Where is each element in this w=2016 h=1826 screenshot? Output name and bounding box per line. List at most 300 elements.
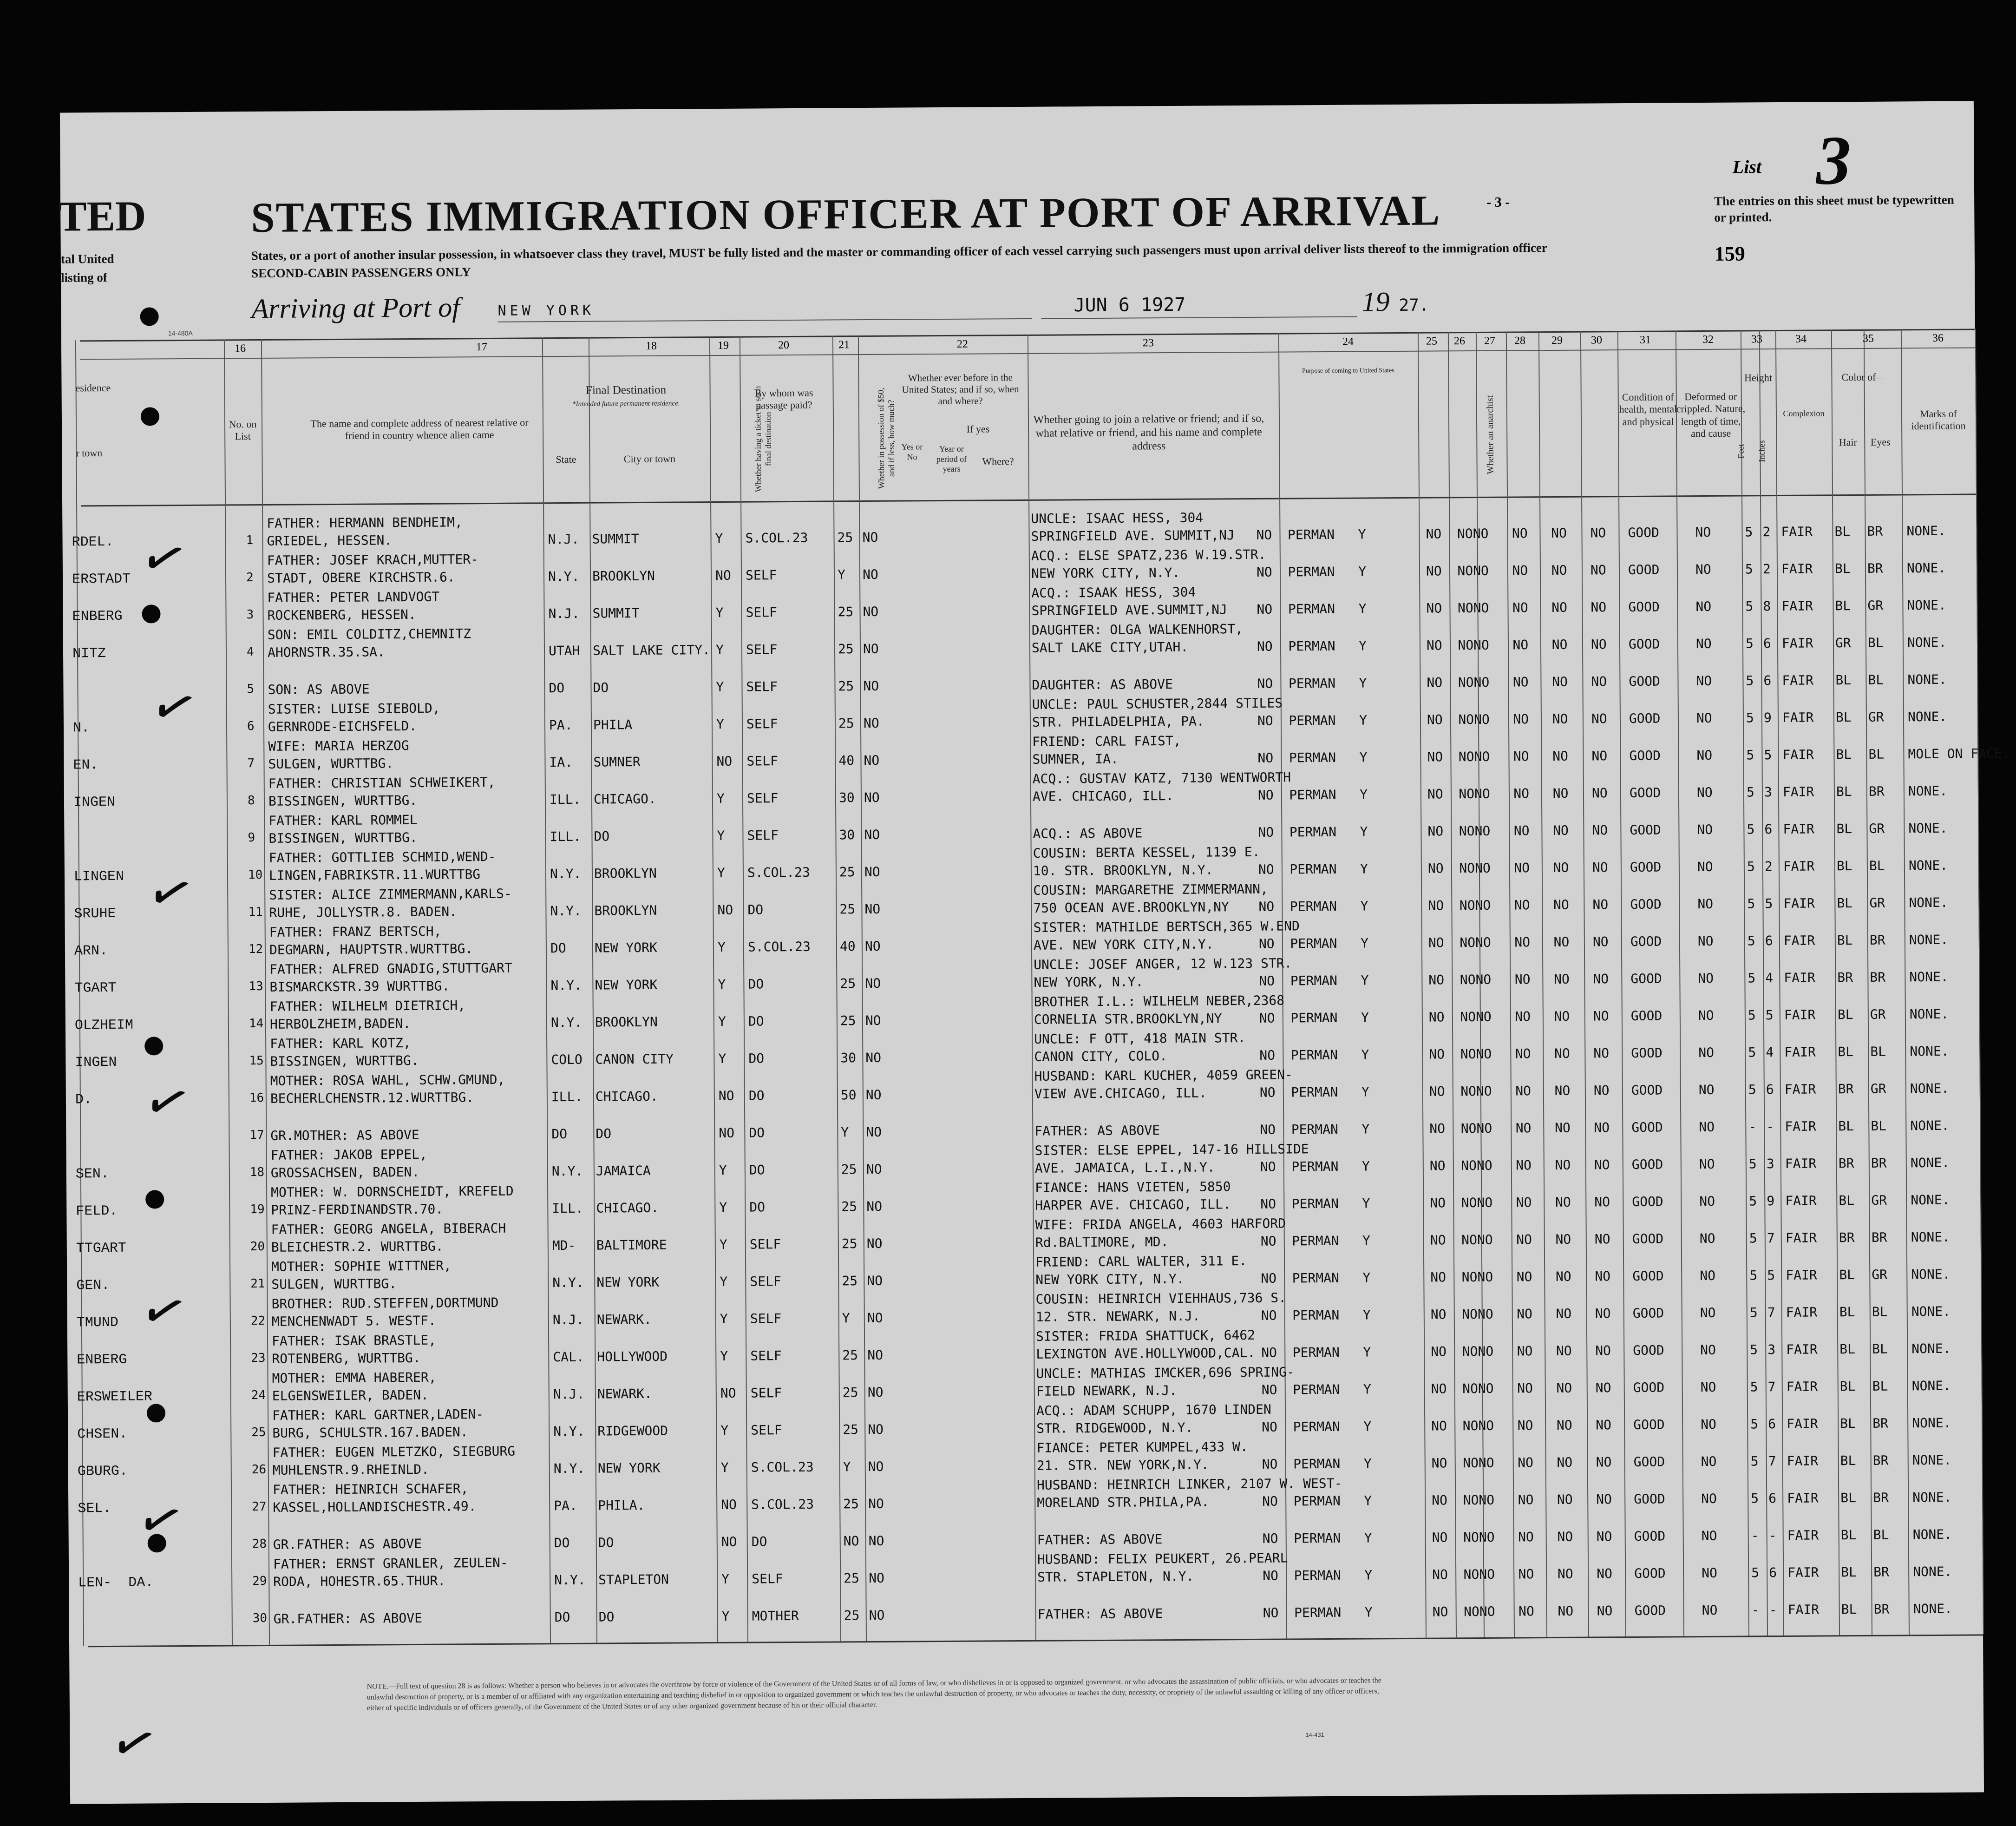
question-values: NO NONO NO NO NO (1431, 1417, 1612, 1434)
residence-header: esidence (75, 381, 111, 394)
question-values: NO NONO NO NO NO (1429, 1045, 1610, 1062)
passage-paid-value: SELF (745, 567, 777, 583)
ticket-value: Y (717, 865, 725, 881)
column-number: 26 (1453, 335, 1466, 348)
dest-state: PA. (549, 717, 573, 733)
eyes-value: BL (1868, 746, 1885, 762)
purpose-values: NO PERMAN Y (1261, 1381, 1371, 1398)
row-number: 10 (248, 867, 263, 882)
dest-state: PA. (554, 1498, 577, 1514)
stamp-number: 159 (1714, 242, 1745, 265)
height-inches: 6 (1764, 821, 1773, 837)
eyes-value: GR (1871, 1192, 1887, 1208)
complexion-value: FAIR (1785, 1230, 1817, 1246)
left-residence-fragment: SRUHE (74, 906, 116, 922)
relative-line-1: SON: EMIL COLDITZ,CHEMNITZ (267, 626, 471, 643)
relative-line-2: RUHE, JOLLYSTR.8. BADEN. (269, 904, 458, 920)
ticket-value: Y (717, 939, 726, 955)
join-line-1: FIANCE: PETER KUMPEL,433 W. (1036, 1439, 1248, 1456)
deformed-value: NO (1699, 1119, 1715, 1135)
relative-line-1: FATHER: EUGEN MLETZKO, SIEGBURG (272, 1443, 516, 1460)
instruction-line: States, or a port of another insular possession, in whatsoever class they travel, MUST be fully listed and the master or commanding officer of each vessel carrying such passengers must upon arrival deliver lists thereof to the immigration officer (251, 241, 1547, 263)
passage-paid-value: DO (749, 1199, 766, 1215)
health-value: GOOD (1630, 933, 1662, 949)
deformed-value: NO (1695, 524, 1711, 540)
money-value: 30 (838, 790, 855, 806)
header-color-of: Color of— (1841, 371, 1886, 383)
relative-line-1: FATHER: JOSEF KRACH,MUTTER- (267, 552, 479, 568)
column-number: 33 (1751, 333, 1763, 346)
passage-paid-value: SELF (751, 1422, 782, 1438)
left-residence-fragment: LINGEN (73, 868, 124, 885)
height-inches: 6 (1766, 1082, 1774, 1097)
passage-paid-value: SELF (746, 790, 779, 806)
check-mark: ✓ (145, 665, 204, 744)
ticket-value: Y (718, 1013, 726, 1029)
health-value: GOOD (1634, 1491, 1665, 1507)
marks-value: NONE. (1908, 783, 1948, 799)
relative-line-2: PRINZ-FERDINANDSTR.70. (271, 1201, 444, 1218)
header-hair: Hair (1839, 436, 1857, 448)
deformed-value: NO (1700, 1268, 1716, 1284)
marks-value: NONE. (1906, 560, 1946, 576)
before-us-value: NO (869, 1570, 885, 1586)
complexion-value: FAIR (1782, 747, 1814, 762)
eyes-value: BL (1870, 1044, 1886, 1059)
health-value: GOOD (1633, 1379, 1665, 1395)
join-line-1: COUSIN: BERTA KESSEL, 1139 E. (1033, 844, 1260, 861)
before-us-value: NO (865, 975, 881, 992)
dest-city: BROOKLYN (594, 865, 657, 881)
question-values: NO NONO NO NO NO (1430, 1231, 1610, 1248)
complexion-value: FAIR (1786, 1341, 1818, 1357)
complexion-value: FAIR (1787, 1602, 1820, 1617)
relative-line-2: ROCKENBERG, HESSEN. (267, 606, 416, 623)
before-us-value: NO (867, 1347, 884, 1363)
purpose-values: NO PERMAN Y (1260, 1121, 1370, 1137)
complexion-value: FAIR (1787, 1490, 1819, 1506)
header-final-destination: Final Destination (586, 383, 667, 397)
second-cabin-label: SECOND-CABIN PASSENGERS ONLY (251, 265, 471, 281)
dest-state: ILL. (551, 1089, 583, 1105)
left-residence-fragment: RDEL. (72, 534, 114, 551)
eyes-value: BR (1873, 1601, 1890, 1617)
row-number: 1 (246, 533, 254, 548)
marks-value: NONE. (1913, 1601, 1953, 1617)
deformed-value: NO (1699, 1230, 1715, 1247)
passage-paid-value: MOTHER (752, 1608, 799, 1624)
before-us-value: NO (865, 1012, 881, 1029)
row-number: 8 (247, 794, 255, 808)
relative-line-2: BISSINGEN, WURTTBG. (270, 1052, 419, 1069)
purpose-values: NO PERMAN Y (1259, 1084, 1369, 1100)
height-feet: 5 (1747, 859, 1755, 874)
check-mark: ✓ (132, 1478, 190, 1558)
ticket-value: Y (720, 1311, 728, 1327)
passage-paid-value: S.COL.23 (747, 864, 810, 880)
dest-state: DO (551, 1126, 568, 1142)
question-values: NO NONO NO NO NO (1429, 1157, 1610, 1174)
dest-state: N.J. (548, 605, 580, 622)
purpose-values: NO PERMAN Y (1260, 1233, 1370, 1249)
height-inches: 7 (1767, 1379, 1776, 1395)
punch-hole (140, 307, 158, 326)
money-value: 25 (842, 1273, 858, 1289)
column-number: 22 (956, 338, 969, 350)
before-us-value: NO (865, 1087, 882, 1103)
dest-state: ILL. (550, 828, 581, 845)
column-number: 25 (1426, 335, 1438, 348)
hair-value: BL (1835, 709, 1852, 725)
before-us-value: NO (866, 1161, 882, 1177)
column-number: 29 (1551, 334, 1563, 347)
money-value: 40 (839, 939, 856, 954)
punch-hole (142, 604, 160, 623)
money-value: 25 (840, 976, 856, 992)
left-residence-fragment: TTGART (76, 1240, 126, 1257)
passage-paid-value: SELF (746, 716, 778, 732)
join-line-2: MORELAND STR.PHILA,PA. (1037, 1494, 1210, 1511)
height-feet: 5 (1746, 673, 1754, 689)
header-city: City or town (623, 453, 676, 465)
height-inches: 7 (1768, 1453, 1776, 1469)
height-feet: 5 (1750, 1453, 1759, 1469)
eyes-value: BL (1869, 858, 1885, 874)
height-inches: 5 (1764, 747, 1772, 763)
year-suffix: 27. (1399, 296, 1429, 315)
left-residence-fragment: GBURG. (77, 1463, 128, 1480)
question-values: NO NONO NO NO NO (1427, 748, 1608, 765)
hair-value: BR (1839, 1230, 1855, 1246)
column-number: 27 (1484, 335, 1496, 347)
eyes-value: BR (1873, 1564, 1889, 1580)
complexion-value: FAIR (1787, 1564, 1819, 1580)
header-no-on-list: No. on List (229, 418, 257, 442)
passage-paid-value: DO (748, 1051, 765, 1066)
relative-line-1: FATHER: ERNST GRANLER, ZEULEN- (273, 1555, 508, 1572)
eyes-value: GR (1867, 598, 1884, 613)
height-inches: 2 (1762, 524, 1771, 540)
relative-line-2: DEGMARN, HAUPTSTR.WURTTBG. (269, 941, 473, 958)
dest-state: CAL. (553, 1349, 584, 1365)
join-line-2: CORNELIA STR.BROOKLYN,NY (1034, 1011, 1222, 1027)
question-values: NO NONO NO NO NO (1428, 897, 1609, 913)
join-line-2: FATHER: AS ABOVE (1034, 1123, 1160, 1139)
marks-value: NONE. (1912, 1489, 1952, 1505)
marks-value: NONE. (1908, 857, 1948, 874)
deformed-value: NO (1701, 1453, 1717, 1470)
column-number: 36 (1932, 332, 1944, 345)
relative-line-1: FATHER: GOTTLIEB SCHMID,WEND- (268, 848, 496, 866)
dest-city: CHICAGO. (595, 1088, 658, 1104)
relative-line-2: GR.FATHER: AS ABOVE (273, 1536, 422, 1552)
column-number: 31 (1639, 334, 1651, 346)
relative-line-2: BECHERLCHENSTR.12.WURTTBG. (270, 1090, 474, 1106)
height-feet: - (1751, 1602, 1760, 1618)
join-line-1: ACQ.: ADAM SCHUPP, 1670 LINDEN (1036, 1401, 1271, 1419)
complexion-value: FAIR (1787, 1527, 1819, 1543)
passage-paid-value: DO (748, 1013, 764, 1029)
purpose-values: NO PERMAN Y (1261, 1344, 1371, 1360)
ticket-value: Y (721, 1608, 730, 1624)
height-inches: 3 (1764, 784, 1772, 800)
column-number: 28 (1514, 335, 1526, 347)
left-residence-fragment: ENBERG (77, 1352, 127, 1368)
join-line-1: UNCLE: PAUL SCHUSTER,2844 STILES (1032, 695, 1283, 712)
header-health: Condition of health, mental and physical (1619, 391, 1677, 427)
marks-value: NONE. (1906, 523, 1946, 539)
relative-line-2: GERNRODE-EICHSFELD. (268, 718, 417, 735)
purpose-values: NO PERMAN Y (1257, 787, 1368, 803)
dest-city: SALT LAKE CITY. (592, 642, 710, 658)
money-value: 25 (838, 641, 854, 657)
question-values: NO NONO NO NO NO (1426, 562, 1606, 579)
dest-city: DO (593, 680, 609, 696)
before-us-value: NO (864, 827, 880, 843)
join-line-1: UNCLE: ISAAC HESS, 304 (1031, 510, 1204, 526)
marks-value: NONE. (1907, 671, 1947, 688)
before-us-value: NO (862, 566, 878, 583)
header-complexion: Complexion (1783, 408, 1825, 418)
question-values: NO NONO NO NO NO (1429, 1120, 1610, 1136)
eyes-value: BL (1868, 672, 1884, 688)
hair-value: BL (1838, 1118, 1854, 1134)
row-number: 29 (252, 1574, 267, 1589)
health-value: GOOD (1631, 1119, 1663, 1135)
arriving-label: Arriving at Port of (251, 292, 460, 324)
complexion-value: FAIR (1781, 598, 1813, 614)
health-value: GOOD (1628, 636, 1660, 652)
relative-line-1: MOTHER: W. DORNSCHEIDT, KREFELD (271, 1183, 514, 1200)
money-value: 25 (837, 530, 853, 545)
height-feet: 5 (1746, 784, 1754, 800)
money-value: Y (841, 1124, 849, 1140)
deformed-value: NO (1696, 710, 1712, 726)
relative-line-1: FATHER: KARL ROMMEL (268, 812, 418, 828)
town-header: r town (76, 447, 103, 459)
eyes-value: GR (1869, 895, 1885, 911)
ticket-value: NO (717, 902, 733, 918)
purpose-values: NO PERMAN Y (1257, 712, 1368, 729)
complexion-value: FAIR (1782, 709, 1814, 725)
purpose-values: NO PERMAN Y (1256, 564, 1367, 580)
join-line-1: COUSIN: MARGARETHE ZIMMERMANN, (1033, 881, 1269, 898)
purpose-values: NO PERMAN Y (1257, 749, 1368, 766)
dest-state: MD- (552, 1237, 576, 1254)
health-value: GOOD (1632, 1231, 1664, 1247)
dest-state: N.J. (552, 1312, 584, 1328)
row-number: 9 (248, 831, 255, 845)
question-values: NO NONO NO NO NO (1430, 1194, 1610, 1211)
row-number: 28 (252, 1537, 267, 1551)
money-value: Y (842, 1310, 850, 1326)
join-line-1: SISTER: FRIDA SHATTUCK, 6462 (1035, 1327, 1256, 1344)
complexion-value: FAIR (1786, 1267, 1817, 1283)
relative-line-2: GR.FATHER: AS ABOVE (273, 1610, 423, 1627)
relative-line-2: ELGENSWEILER, BADEN. (272, 1387, 429, 1404)
join-line-1: UNCLE: JOSEF ANGER, 12 W.123 STR. (1034, 955, 1292, 972)
health-value: GOOD (1628, 562, 1660, 578)
join-line-2: SPRINGFIELD AVE. SUMMIT,NJ (1031, 527, 1235, 544)
row-number: 13 (249, 979, 263, 994)
port-underline (498, 318, 1032, 322)
relative-line-2: ROTENBERG, WURTTBG. (272, 1350, 421, 1366)
header-marks: Marks of identification (1911, 407, 1966, 432)
relative-line-1: FATHER: PETER LANDVOGT (267, 589, 440, 605)
health-value: GOOD (1629, 785, 1661, 801)
eyes-value: BR (1867, 523, 1883, 539)
dest-state: N.J. (548, 531, 580, 547)
marks-value: NONE. (1911, 1266, 1951, 1282)
dest-city: CANON CITY (595, 1051, 674, 1067)
dest-city: DO (598, 1535, 614, 1550)
question-values: NO NONO NO NO NO (1432, 1529, 1612, 1545)
eyes-value: BL (1867, 635, 1884, 650)
relative-line-1: MOTHER: ROSA WAHL, SCHW.GMUND, (270, 1071, 505, 1089)
join-line-1: UNCLE: MATHIAS IMCKER,696 SPRING- (1036, 1364, 1295, 1381)
join-line-2: AVE. JAMAICA, L.I.,N.Y. (1034, 1159, 1215, 1176)
column-number: 23 (1142, 337, 1154, 349)
purpose-values: NO PERMAN Y (1258, 898, 1368, 914)
marks-value: NONE. (1911, 1192, 1950, 1208)
relative-line-1: BROTHER: RUD.STEFFEN,DORTMUND (271, 1294, 499, 1312)
purpose-values: NO PERMAN Y (1257, 601, 1367, 617)
dest-city: SUMMIT (592, 605, 640, 621)
join-line-1: ACQ.: ELSE SPATZ,236 W.19.STR. (1031, 546, 1266, 564)
deformed-value: NO (1698, 1044, 1715, 1061)
health-value: GOOD (1630, 971, 1662, 986)
relative-line-1: MOTHER: EMMA HABERER, (272, 1369, 437, 1386)
deformed-value: NO (1695, 636, 1712, 652)
deformed-value: NO (1698, 1082, 1715, 1098)
passage-paid-value: S.COL.23 (745, 530, 808, 546)
join-line-2: LEXINGTON AVE.HOLLYWOOD,CAL. (1036, 1345, 1256, 1362)
eyes-value: BR (1869, 932, 1885, 948)
dest-state: N.Y. (553, 1460, 585, 1477)
check-mark: ✓ (142, 851, 200, 930)
relative-line-1: FATHER: HEINRICH SCHAFER, (272, 1481, 469, 1498)
deformed-value: NO (1695, 561, 1711, 578)
column-number: 20 (778, 339, 790, 352)
ticket-value: NO (721, 1497, 737, 1512)
purpose-values: NO PERMAN Y (1263, 1567, 1373, 1583)
row-number: 12 (248, 942, 263, 957)
dest-state: N.J. (553, 1386, 585, 1402)
deformed-value: NO (1695, 598, 1712, 615)
punch-hole (147, 1404, 165, 1422)
hair-value: BL (1840, 1527, 1857, 1543)
column-rule (224, 339, 233, 1645)
dest-state: ILL. (549, 791, 581, 808)
join-line-1: HUSBAND: FELIX PEUKERT, 26.PEARL (1037, 1550, 1288, 1567)
before-us-value: NO (863, 715, 879, 731)
ticket-value: NO (716, 753, 733, 769)
footnote: NOTE.—Full text of question 28 is as follows: Whether a person who believes in or advocates the overthrow by force or violence of the Government of the United States or of all forms of law, or who disbelieves in or is opposed to organized government, or who advocates the assassination of public officials, or who advocates or teaches the unlawful destruction of property, or is a member of or affiliated with any organization entertaining and teaching disbelief in or opposition to organized government or which teaches the unlawful destruction of property, or who advocates or teaches the duty, necessity, or propriety of the unlawful assaulting or killing of any officer or officers, either of specific individuals or of officers generally, of the Government of the United States or of any other organized government because of his or their official character. (367, 1676, 1381, 1713)
question-values: NO NONO NO NO NO (1426, 599, 1607, 616)
complexion-value: FAIR (1784, 1007, 1816, 1023)
row-number: 30 (252, 1611, 268, 1626)
dash-number: - 3 - (1486, 194, 1510, 210)
money-value: 25 (841, 1199, 857, 1215)
join-line-2: VIEW AVE.CHICAGO, ILL. (1034, 1085, 1207, 1102)
marks-value: NONE. (1909, 1006, 1949, 1022)
marks-value: NONE. (1912, 1526, 1952, 1543)
money-value: Y (843, 1459, 851, 1475)
join-line-1: FRIEND: CARL FAIST, (1032, 733, 1181, 749)
join-line-1: COUSIN: HEINRICH VIEHHAUS,736 S. (1035, 1290, 1287, 1307)
dest-city: DO (596, 1126, 612, 1142)
header-yes-no: Yes or No (901, 442, 923, 462)
dest-state: N.Y. (548, 568, 580, 585)
hair-value: BL (1837, 1007, 1853, 1023)
ticket-value: Y (718, 1051, 727, 1066)
header-anarchist: Whether an anarchist (1485, 395, 1496, 474)
marks-value: NONE. (1912, 1452, 1952, 1468)
marks-value: NONE. (1911, 1378, 1951, 1394)
column-rule (1676, 330, 1684, 1636)
passage-paid-value: DO (747, 902, 764, 918)
join-line-1: ACQ.: GUSTAV KATZ, 7130 WENTWORTH (1032, 769, 1291, 787)
ticket-value: NO (718, 1088, 734, 1103)
complexion-value: FAIR (1783, 895, 1815, 911)
before-us-value: NO (869, 1607, 885, 1623)
relative-line-2: BISMARCKSTR.39 WURTTBG. (269, 978, 450, 995)
height-inches: 6 (1765, 933, 1773, 949)
height-inches: 9 (1763, 710, 1772, 726)
before-us-value: NO (868, 1421, 884, 1438)
header-state: State (556, 453, 576, 466)
dest-city: JAMAICA (596, 1163, 651, 1179)
purpose-values: NO PERMAN Y (1259, 1010, 1369, 1026)
dest-state: IA. (549, 754, 573, 770)
left-residence-fragment: TMUND (76, 1314, 118, 1331)
height-inches: 3 (1767, 1342, 1776, 1358)
punch-hole (145, 1190, 164, 1209)
dest-state: N.Y. (550, 1014, 583, 1031)
hair-value: BL (1836, 858, 1852, 874)
ticket-value: Y (715, 642, 724, 658)
relative-line-1: SISTER: LUISE SIEBOLD, (268, 700, 440, 717)
height-feet: 5 (1751, 1491, 1759, 1506)
relative-line-1: FATHER: HERMANN BENDHEIM, (267, 514, 463, 531)
join-line-2: STR. PHILADELPHIA, PA. (1032, 713, 1204, 730)
header-height: Height (1744, 372, 1772, 384)
purpose-values: NO PERMAN Y (1262, 1456, 1372, 1472)
relative-line-2: BLEICHESTR.2. WURTTBG. (271, 1238, 444, 1255)
dest-city: NEW YORK (594, 939, 657, 956)
punch-hole (144, 1037, 163, 1055)
purpose-values: NO PERMAN Y (1258, 824, 1368, 840)
header-inches: Inches (1757, 440, 1767, 462)
money-value: NO (843, 1533, 859, 1549)
health-value: GOOD (1634, 1603, 1666, 1618)
ted-fragment: TED (58, 192, 146, 240)
height-inches: 3 (1766, 1156, 1774, 1172)
left-residence-fragment: TGART (74, 980, 117, 997)
height-inches: - (1768, 1528, 1777, 1544)
check-mark: ✓ (135, 517, 194, 596)
header-where: Where? (982, 455, 1014, 467)
relative-line-2: SULGEN, WURTTBG. (268, 755, 394, 772)
height-feet: 5 (1749, 1230, 1757, 1246)
relative-line-1: WIFE: MARIA HERZOG (268, 738, 409, 754)
before-us-value: NO (864, 864, 880, 880)
left-residence-fragment: GEN. (76, 1278, 110, 1294)
question-values: NO NONO NO NO NO (1427, 785, 1608, 802)
ticket-value: Y (720, 1274, 728, 1289)
year-prefix: 19 (1361, 286, 1390, 317)
complexion-value: FAIR (1783, 821, 1814, 837)
